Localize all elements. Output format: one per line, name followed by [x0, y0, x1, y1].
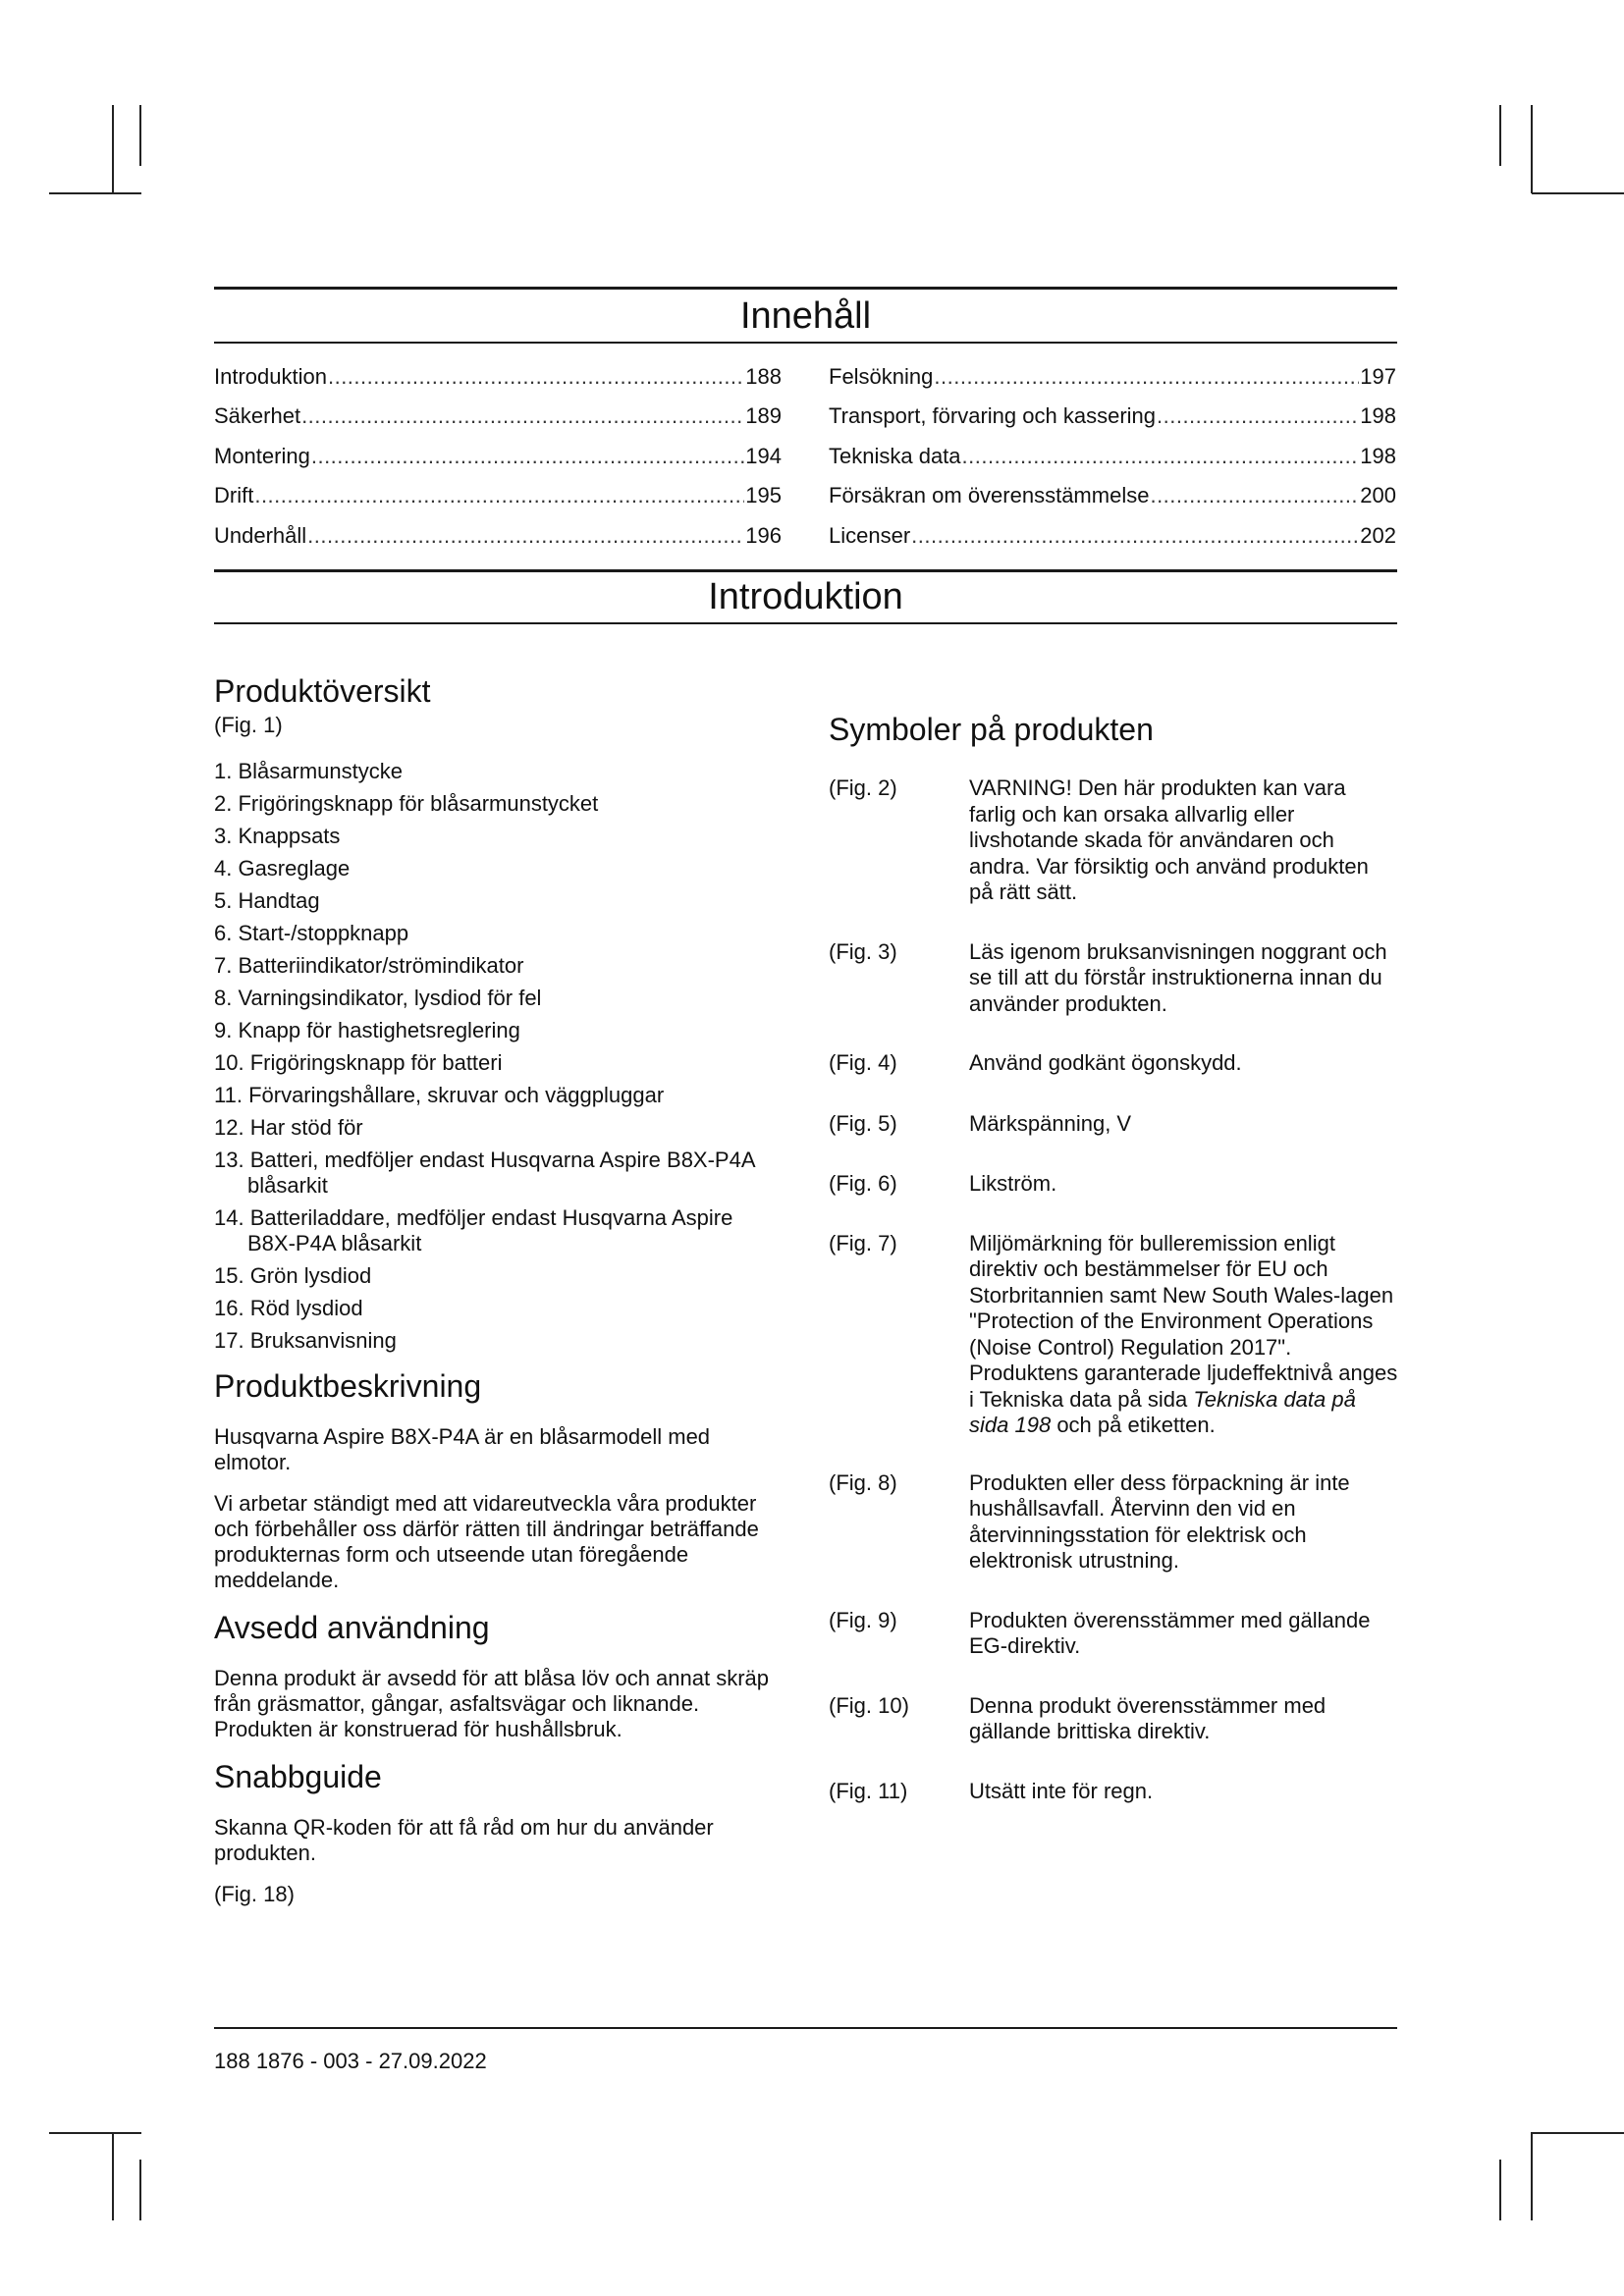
- list-item: 12. Har stöd för: [214, 1115, 363, 1140]
- symbol-entry: [829, 1608, 1398, 1660]
- header-rule: [214, 287, 1397, 290]
- crop-mark: [139, 105, 141, 166]
- crop-mark: [112, 105, 114, 193]
- section-title: Introduktion: [708, 576, 903, 617]
- description-heading: Produktbeskrivning: [214, 1368, 482, 1404]
- header-rule: [214, 342, 1397, 344]
- toc-entry[interactable]: Felsökning ..... 197: [829, 349, 1396, 390]
- figure-ref: (Fig. 1): [214, 713, 283, 737]
- list-item: 2. Frigöringsknapp för blåsarmunstycket: [214, 791, 599, 816]
- list-item: 10. Frigöringsknapp för batteri: [214, 1050, 503, 1075]
- description-paragraph: Vi arbetar ständigt med att vidareutveckla våra produkter och förbehåller oss därför rätten till ändringar beträffande produkternas form och utseende utan föregående meddelande.: [214, 1491, 759, 1592]
- list-item: 8. Varningsindikator, lysdiod för fel: [214, 986, 542, 1010]
- symbol-entry: [829, 1171, 1398, 1198]
- toc-right-column: [829, 349, 1396, 549]
- intended-use-paragraph: Denna produkt är avsedd för att blåsa löv och annat skräp från gräsmattor, gångar, asfaltsvägar och liknande. Produkten är konstruerad för hushållsbruk.: [214, 1666, 770, 1741]
- list-item: 16. Röd lysdiod: [214, 1296, 363, 1320]
- toc-entry[interactable]: Transport, förvaring och kassering ..... 198: [829, 390, 1396, 430]
- crop-mark: [1499, 2160, 1501, 2220]
- cross-reference-link[interactable]: Tekniska data på sida 198: [969, 1386, 1356, 1437]
- page-footer: 188 1876 - 003 - 27.09.2022: [214, 2049, 487, 2073]
- symbol-entry: [829, 775, 1398, 906]
- contents-title: Innehåll: [739, 295, 872, 337]
- section-rule: [214, 622, 1397, 624]
- component-list: [214, 759, 782, 1354]
- toc-entry[interactable]: Underhåll ..... 196: [214, 508, 782, 549]
- crop-mark: [1499, 105, 1501, 166]
- toc-entry[interactable]: Försäkran om överensstämmelse ..... 200: [829, 469, 1396, 509]
- figure-ref: (Fig. 11): [829, 1778, 908, 1803]
- description-paragraph: Husqvarna Aspire B8X-P4A är en blåsarmodell med elmotor.: [214, 1424, 711, 1474]
- list-item: 17. Bruksanvisning: [214, 1328, 397, 1353]
- list-item: 11. Förvaringshållare, skruvar och väggpluggar: [214, 1083, 665, 1107]
- toc-entry[interactable]: Säkerhet ..... 189: [214, 390, 782, 430]
- symbol-entry: [829, 1779, 1398, 1805]
- figure-ref: (Fig. 7): [829, 1230, 897, 1255]
- quick-guide-paragraph: Skanna QR-koden för att få råd om hur du använder produkten.: [214, 1815, 714, 1865]
- toc-entry[interactable]: Introduktion ..... 188: [214, 349, 782, 390]
- list-item: 4. Gasreglage: [214, 856, 351, 881]
- symbol-description: VARNING! Den här produkten kan vara farlig och kan orsaka allvarlig eller livshotande skada för användaren och andra. Var försiktig och använd produkten på rätt sätt.: [969, 775, 1369, 904]
- intended-use-heading: Avsedd användning: [214, 1610, 490, 1645]
- symbol-entry: [829, 939, 1398, 1018]
- symbol-description: Läs igenom bruksanvisningen noggrant och se till att du förstår instruktionerna innan du använder produkten.: [969, 938, 1387, 1016]
- crop-mark: [112, 2132, 114, 2220]
- quick-guide-heading: Snabbguide: [214, 1759, 382, 1794]
- symbol-description: Märkspänning, V: [969, 1110, 1132, 1136]
- list-item: 14. Batteriladdare, medföljer endast Husqvarna Aspire B8X-P4A blåsarkit: [214, 1205, 733, 1255]
- list-item: 15. Grön lysdiod: [214, 1263, 372, 1288]
- symbol-entry: [829, 1111, 1398, 1138]
- figure-ref: (Fig. 18): [214, 1882, 295, 1906]
- figure-ref: (Fig. 6): [829, 1171, 897, 1196]
- toc-entry[interactable]: Drift ..... 195: [214, 469, 782, 509]
- symbol-description: Denna produkt överensstämmer med gällande brittiska direktiv.: [969, 1692, 1326, 1743]
- symbol-description: Använd godkänt ögonskydd.: [969, 1050, 1242, 1075]
- figure-ref: (Fig. 3): [829, 938, 897, 964]
- symbols-heading: Symboler på produkten: [829, 712, 1154, 747]
- left-column: [214, 672, 782, 1923]
- figure-ref: (Fig. 2): [829, 775, 897, 800]
- section-rule: [214, 569, 1397, 572]
- crop-mark: [1532, 192, 1624, 194]
- overview-heading: Produktöversikt: [214, 673, 431, 709]
- toc-entry[interactable]: Licenser ..... 202: [829, 508, 1396, 549]
- right-column: [829, 711, 1398, 1804]
- crop-mark: [1531, 105, 1533, 193]
- list-item: 3. Knappsats: [214, 824, 341, 848]
- symbol-description: Likström.: [969, 1171, 1057, 1196]
- crop-mark: [1531, 2132, 1533, 2220]
- symbol-description: Utsätt inte för regn.: [969, 1778, 1154, 1803]
- toc-entry[interactable]: Tekniska data ..... 198: [829, 429, 1396, 469]
- footer-rule: [214, 2027, 1397, 2029]
- crop-mark: [1532, 2132, 1624, 2134]
- crop-mark: [139, 2160, 141, 2220]
- list-item: 9. Knapp för hastighetsreglering: [214, 1018, 520, 1042]
- figure-ref: (Fig. 9): [829, 1607, 897, 1632]
- symbol-description: Miljömärkning för bulleremission enligt direktiv och bestämmelser för EU och Storbritannien samt New South Wales-lagen "Protection of the Environment Operations (Noise Control) Regulation 2017". Produktens garanterade ljudeffektnivå anges i Tekniska data på sida Tekniska data på sida 198 och på etiketten.: [969, 1230, 1398, 1437]
- list-item: 7. Batteriindikator/strömindikator: [214, 953, 524, 978]
- figure-ref: (Fig. 10): [829, 1692, 909, 1718]
- list-item: 6. Start-/stoppknapp: [214, 921, 409, 945]
- figure-ref: (Fig. 5): [829, 1110, 897, 1136]
- list-item: 13. Batteri, medföljer endast Husqvarna Aspire B8X-P4A blåsarkit: [214, 1148, 755, 1198]
- figure-ref: (Fig. 4): [829, 1050, 897, 1075]
- crop-mark: [49, 192, 141, 194]
- crop-mark: [49, 2132, 141, 2134]
- symbol-description: Produkten överensstämmer med gällande EG-direktiv.: [969, 1607, 1371, 1658]
- symbol-entry: [829, 1693, 1398, 1745]
- symbol-entry: [829, 1050, 1398, 1077]
- list-item: 5. Handtag: [214, 888, 320, 913]
- toc-entry[interactable]: Montering ..... 194: [214, 429, 782, 469]
- symbol-description: Produkten eller dess förpackning är inte hushållsavfall. Återvinn den vid en återvinningsstation för elektrisk och elektronisk utrustning.: [969, 1469, 1350, 1573]
- symbol-entry: [829, 1470, 1398, 1575]
- symbol-entry: [829, 1231, 1398, 1439]
- toc-left-column: [214, 349, 782, 549]
- list-item: 1. Blåsarmunstycke: [214, 759, 403, 783]
- figure-ref: (Fig. 8): [829, 1469, 897, 1495]
